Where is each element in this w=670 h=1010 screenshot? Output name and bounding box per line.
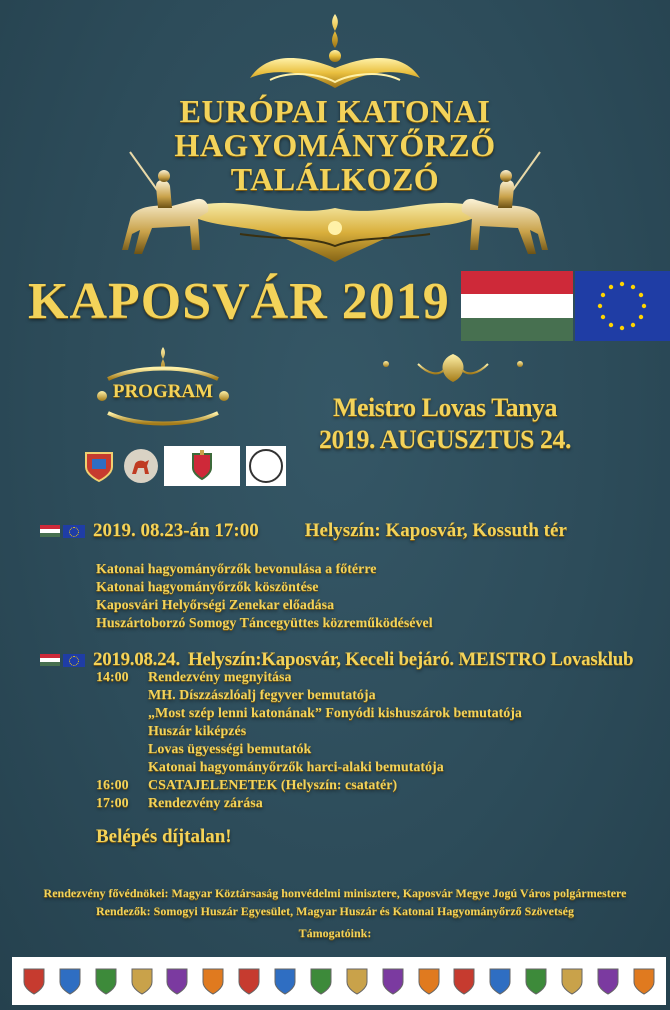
- day1-items: [96, 561, 433, 633]
- schedule-text: Rendezvény megnyitása: [148, 670, 292, 685]
- hussar-rider-right-icon: [448, 150, 558, 270]
- day1-datetime: 2019. 08.23-án 17:00: [93, 520, 259, 541]
- day2-schedule: [96, 669, 522, 813]
- title-line-2: HAGYOMÁNYŐRZŐ: [174, 127, 496, 163]
- eu-flag-icon: [575, 271, 670, 341]
- crown-icon: [521, 964, 551, 998]
- city-crest-icon: [55, 964, 85, 998]
- schedule-row: [96, 741, 522, 759]
- day2-location: Helyszín:Kaposvár, Keceli bejáró. MEISTRO Lovasklub: [187, 649, 634, 670]
- schedule-row: [96, 705, 522, 723]
- schedule-text: MH. Díszzászlóalj fegyver bemutatója: [148, 688, 376, 703]
- schedule-row: [96, 759, 522, 777]
- flags-icon: [40, 525, 85, 538]
- crown-flourish-ornament: [230, 8, 440, 98]
- organizers-line: Rendezők: Somogyi Huszár Egyesület, Magyar Huszár és Katonai Hagyományőrző Szövetség: [96, 904, 574, 918]
- day1-header: [40, 520, 567, 542]
- shield-icon: [270, 964, 300, 998]
- program-label: PROGRAM: [112, 381, 214, 402]
- schedule-text: Lovas ügyességi bemutatók: [148, 742, 312, 757]
- schedule-text: Katonai hagyományőrzők harci-alaki bemutatója: [148, 760, 444, 775]
- schedule-row: [96, 795, 522, 813]
- schedule-text: „Most szép lenni katonának” Fonyódi kishuszárok bemutatója: [148, 706, 522, 721]
- city-crest-icon: [162, 964, 192, 998]
- coat-of-arms-icon: [80, 447, 118, 485]
- schedule-time: 17:00: [96, 796, 129, 811]
- round-badge-icon: [485, 964, 515, 998]
- schedule-row: [96, 669, 522, 687]
- event-date: 2019. AUGUSZTUS 24.: [319, 425, 571, 454]
- day2-header: [40, 649, 633, 671]
- schedule-time: 14:00: [96, 670, 129, 685]
- footer-credits: [0, 884, 670, 942]
- schedule-text: CSATAJELENETEK (Helyszín: csatatér): [148, 778, 398, 793]
- day1-location: Helyszín: Kaposvár, Kossuth tér: [304, 520, 567, 541]
- sponsors-label: Támogatóink:: [298, 926, 372, 940]
- bird-icon: [629, 964, 659, 998]
- city-crest-icon: [127, 964, 157, 998]
- tree-icon: [342, 964, 372, 998]
- hungarian-flag-icon: [461, 271, 573, 341]
- venue-name: Meistro Lovas Tanya: [332, 393, 558, 422]
- divider-ornament: [378, 350, 528, 388]
- oval-badge-icon: [557, 964, 587, 998]
- free-entry-notice: Belépés díjtalan!: [96, 826, 232, 847]
- schedule-row: [96, 687, 522, 705]
- venue-block: [255, 392, 635, 456]
- ministry-crest-icon: [164, 446, 240, 486]
- flags-icon: [40, 654, 85, 667]
- day2-date: 2019.08.24.: [93, 649, 180, 670]
- map-icon: [306, 964, 336, 998]
- patrons-line: Rendezvény fővédnökei: Magyar Köztársaság honvédelmi minisztere, Kaposvár Megye Jogú Város polgármestere: [43, 886, 627, 900]
- organizer-logos: [80, 446, 286, 486]
- list-item: Katonai hagyományőrzők bevonulása a főtérre: [96, 562, 377, 577]
- city-year-heading: KAPOSVÁR 2019: [28, 273, 450, 330]
- round-badge-icon: [449, 964, 479, 998]
- schedule-text: Huszár kiképzés: [148, 724, 247, 739]
- city-crest-icon: [198, 964, 228, 998]
- schedule-row: [96, 777, 522, 795]
- city-crest-icon: [91, 964, 121, 998]
- list-item: Katonai hagyományőrzők köszöntése: [96, 580, 319, 595]
- schedule-row: [96, 723, 522, 741]
- schedule-time: 16:00: [96, 778, 129, 793]
- text-logo-icon: [593, 964, 623, 998]
- list-item: Huszártoborzó Somogy Táncegyüttes közreműködésével: [96, 616, 433, 631]
- list-item: Kaposvári Helyőrségi Zenekar előadása: [96, 598, 335, 613]
- sponsor-logo-bar: [12, 957, 666, 1005]
- title-line-1: EURÓPAI KATONAI: [179, 93, 491, 129]
- schedule-text: Rendezvény zárása: [148, 796, 263, 811]
- ministry-crest-icon: [19, 964, 49, 998]
- horse-emblem-icon: [124, 449, 158, 483]
- title-line-3: TALÁLKOZÓ: [230, 161, 440, 197]
- brand-rect-icon: [414, 964, 444, 998]
- hussar-rider-left-icon: [112, 150, 222, 270]
- hussar-seal-icon: [246, 446, 286, 486]
- hussar-seal-icon: [234, 964, 264, 998]
- brand-oval-icon: [378, 964, 408, 998]
